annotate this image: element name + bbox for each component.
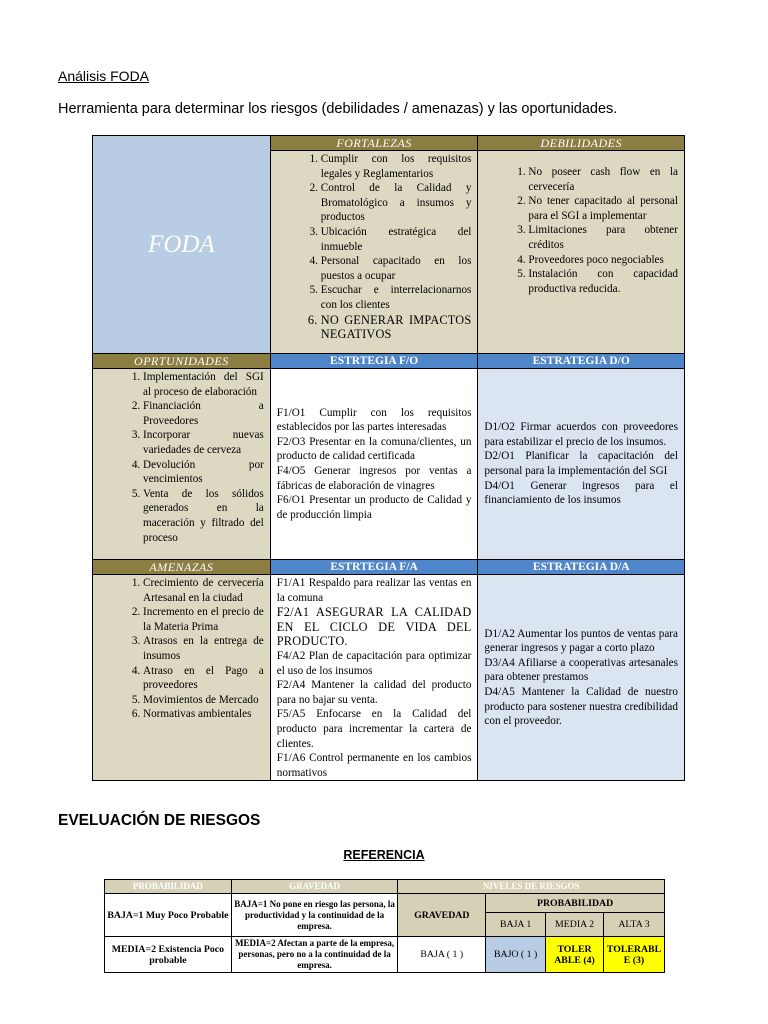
document-subtitle: Herramienta para determinar los riesgos (debilidades / amenazas) y las oportunidades. bbox=[58, 101, 618, 117]
risk-section-title: EVELUACIÓN DE RIESGOS bbox=[58, 812, 261, 829]
strategy-line: F1/A1 Respaldo para realizar las ventas en la comuna bbox=[276, 577, 472, 604]
strategy-line: F6/O1 Presentar un producto de Calidad y de producción limpia bbox=[276, 494, 472, 521]
grav-row-1: BAJA=1 No pone en riesgo las persona, la productividad y la continuidad de la empresa. bbox=[231, 894, 398, 937]
strategy-line: F1/O1 Cumplir con los requisitos establecidos por las partes interesadas bbox=[276, 406, 472, 434]
gravedad-header: GRAVEDAD bbox=[231, 880, 398, 894]
risk-cell-bajo: BAJO ( 1 ) bbox=[486, 937, 546, 973]
list-item: 1. Implementación del SGI al proceso de elaboración bbox=[143, 370, 264, 399]
reference-title: REFERENCIA bbox=[343, 848, 425, 862]
estrategia-fa-header bbox=[270, 560, 478, 575]
list-item: 5. Escuchar e interrelacionarnos con los clientes bbox=[321, 283, 472, 312]
amenazas-cell bbox=[93, 575, 271, 781]
amenazas-list bbox=[93, 575, 270, 722]
risk-reference-table bbox=[104, 879, 665, 973]
list-item: 1. Crecimiento de cervecería Artesanal en la ciudad bbox=[143, 576, 264, 605]
document-title: Análisis FODA bbox=[58, 68, 150, 84]
level-baja: BAJA 1 bbox=[486, 913, 546, 937]
fortalezas-title: FORTALEZAS bbox=[336, 136, 412, 150]
niveles-header: NIVELES DE RIESGOS bbox=[398, 880, 665, 894]
risk-cell-tolerable-3: TOLERABL E (3) bbox=[603, 937, 664, 973]
list-item: 2. Incremento en el precio de la Materia Prima bbox=[143, 605, 264, 634]
list-item: 4. Devolución por vencimientos bbox=[143, 458, 264, 487]
list-item: 6. Normativas ambientales bbox=[143, 707, 264, 722]
list-item: 3. Ubicación estratégica del inmueble bbox=[321, 225, 472, 254]
estrategia-fo-cell bbox=[270, 369, 478, 560]
list-item: 5. Venta de los sólidos generados en la maceración y filtrado del proceso bbox=[143, 487, 264, 545]
debilidades-cell bbox=[478, 151, 685, 354]
oportunidades-header bbox=[93, 354, 271, 369]
prob-row-2: MEDIA=2 Existencia Poco probable bbox=[105, 937, 232, 973]
fortalezas-header bbox=[270, 136, 478, 151]
estrategia-fo-title: ESTRTEGIA F/O bbox=[330, 355, 419, 367]
matrix-row-label: BAJA ( 1 ) bbox=[398, 937, 486, 973]
strategy-line: F5/A5 Enfocarse en la Calidad del producto para incrementar la cartera de clientes. bbox=[276, 708, 472, 750]
matrix-probabilidad-label: PROBABILIDAD bbox=[486, 894, 665, 913]
strategy-line: D4/O1 Generar ingresos para el financiamiento de los insumos bbox=[484, 479, 678, 507]
estrategia-fa-cell bbox=[270, 575, 478, 781]
matrix-gravedad-label: GRAVEDAD bbox=[398, 894, 486, 937]
list-item: 3. Atrasos en la entrega de insumos bbox=[143, 634, 264, 663]
list-item: 5. Instalación con capacidad productiva reducida. bbox=[528, 267, 678, 296]
oportunidades-list bbox=[93, 369, 270, 545]
list-item: 1. No poseer cash flow en la cervecería bbox=[528, 165, 678, 194]
list-item: 1. Cumplir con los requisitos legales y Reglamentarios bbox=[321, 152, 472, 181]
estrategia-fa-text bbox=[271, 575, 478, 780]
foda-label-cell bbox=[93, 136, 271, 354]
estrategia-fo-text bbox=[271, 406, 478, 523]
strategy-line: D1/A2 Aumentar los puntos de ventas para generar ingresos y pagar a corto plazo bbox=[484, 627, 678, 655]
fortalezas-cell bbox=[270, 151, 478, 354]
estrategia-fa-title: ESTRTEGIA F/A bbox=[330, 561, 418, 573]
list-item: 2. Financiación a Proveedores bbox=[143, 399, 264, 428]
level-alta: ALTA 3 bbox=[603, 913, 664, 937]
level-media: MEDIA 2 bbox=[546, 913, 604, 937]
debilidades-title: DEBILIDADES bbox=[540, 136, 622, 150]
estrategia-do-header bbox=[478, 354, 685, 369]
estrategia-do-text bbox=[478, 420, 684, 508]
foda-label: FODA bbox=[148, 230, 215, 258]
strategy-line: F2/O3 Presentar en la comuna/clientes, un producto de calidad certificada bbox=[276, 435, 472, 463]
strategy-line: F2/A4 Mantener la calidad del producto para no bajar su venta. bbox=[276, 679, 472, 706]
amenazas-header bbox=[93, 560, 271, 575]
list-item: 4. Proveedores poco negociables bbox=[528, 253, 678, 268]
strategy-line: F1/A6 Control permanente en los cambios normativos bbox=[276, 752, 472, 779]
strategy-line: D1/O2 Firmar acuerdos con proveedores para estabilizar el precio de los insumos. bbox=[484, 421, 678, 448]
prob-row-1: BAJA=1 Muy Poco Probable bbox=[105, 894, 232, 937]
estrategia-fo-header bbox=[270, 354, 478, 369]
amenazas-title: AMENAZAS bbox=[149, 560, 214, 574]
list-item: 3. Incorporar nuevas variedades de cerveza bbox=[143, 428, 264, 457]
risk-cell-tolerable-4: TOLER ABLE (4) bbox=[546, 937, 604, 973]
strategy-line: D4/A5 Mantener la Calidad de nuestro producto para sostener nuestra credibilidad con el proveedor. bbox=[484, 685, 678, 728]
foda-table bbox=[92, 135, 685, 781]
grav-row-2: MEDIA=2 Afectan a parte de la empresa, personas, pero no a la continuidad de la empresa. bbox=[231, 937, 398, 973]
strategy-line: D2/O1 Planificar la capacitación del personal para la implementación del SGI bbox=[484, 450, 678, 477]
list-item: 3. Limitaciones para obtener créditos bbox=[528, 223, 678, 252]
list-item: 2. Control de la Calidad y Bromatológico a insumos y productos bbox=[321, 181, 472, 225]
strategy-line: D3/A4 Afiliarse a cooperativas artesanales para obtener prestamos bbox=[484, 656, 678, 684]
estrategia-do-cell bbox=[478, 369, 685, 560]
fortalezas-list bbox=[271, 151, 478, 342]
estrategia-da-text bbox=[478, 627, 684, 729]
estrategia-da-cell bbox=[478, 575, 685, 781]
oportunidades-cell bbox=[93, 369, 271, 560]
list-item: 2. No tener capacitado al personal para el SGI a implementar bbox=[528, 194, 678, 223]
debilidades-list bbox=[478, 151, 684, 296]
list-item: 4. Personal capacitado en los puestos a ocupar bbox=[321, 254, 472, 283]
list-item: 6. NO GENERAR IMPACTOS NEGATIVOS bbox=[321, 313, 472, 342]
strategy-line: F4/O5 Generar ingresos por ventas a fábricas de elaboración de vinagres bbox=[276, 465, 472, 492]
list-item: 4. Atraso en el Pago a proveedores bbox=[143, 664, 264, 693]
strategy-line: F4/A2 Plan de capacitación para optimizar el uso de los insumos bbox=[276, 649, 472, 677]
list-item: 5. Movimientos de Mercado bbox=[143, 693, 264, 708]
estrategia-da-title: ESTRATEGIA D/A bbox=[532, 561, 630, 573]
probabilidad-header: PROBABILIDAD bbox=[105, 880, 232, 894]
oportunidades-title: OPRTUNIDADES bbox=[134, 354, 229, 368]
estrategia-da-header bbox=[478, 560, 685, 575]
strategy-line: F2/A1 ASEGURAR LA CALIDAD EN EL CICLO DE VIDA DEL PRODUCTO. bbox=[276, 605, 472, 649]
estrategia-do-title: ESTRATEGIA D/O bbox=[532, 355, 630, 367]
debilidades-header bbox=[478, 136, 685, 151]
